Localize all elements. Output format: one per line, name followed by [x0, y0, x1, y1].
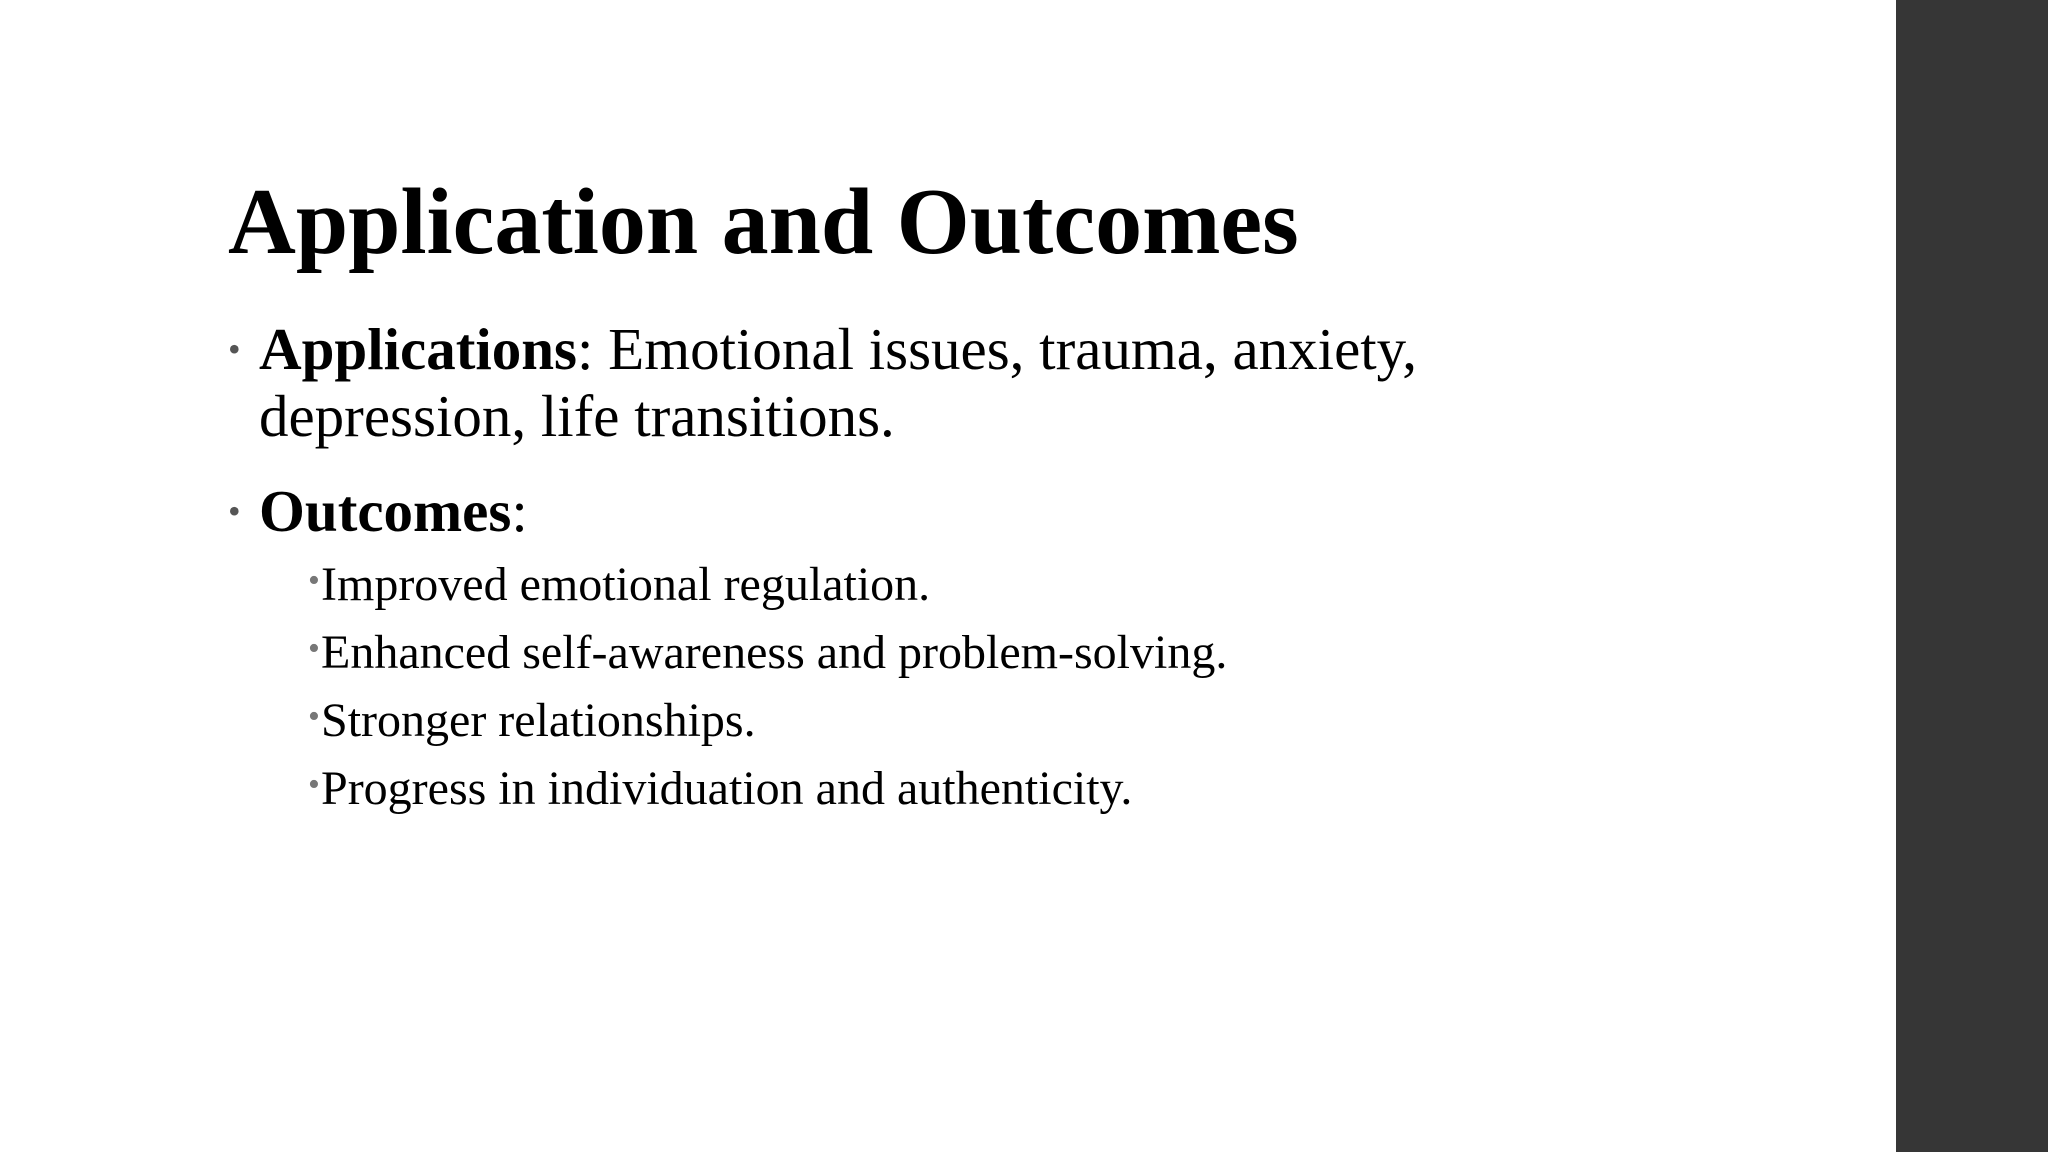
- sub-bullet-text: Progress in individuation and authenticity.: [321, 762, 1133, 815]
- bullet-text: :: [511, 478, 528, 544]
- bullet-label: Outcomes: [259, 478, 512, 544]
- bullet-dot-icon: •: [228, 329, 241, 369]
- bullet-applications: [228, 316, 1528, 450]
- side-accent-bar: [1896, 0, 2048, 1152]
- bullet-label: Applications: [259, 316, 578, 382]
- bullet-text: : Emotional issues, trauma, anxiety, depression, life transitions.: [259, 316, 1418, 449]
- sub-bullet-item: [228, 755, 1528, 823]
- sub-bullet-dot-icon: •: [308, 698, 320, 735]
- bullet-list: [228, 316, 1528, 851]
- sub-bullet-dot-icon: •: [308, 630, 320, 667]
- slide-title: Application and Outcomes: [228, 170, 1299, 274]
- sub-bullet-item: [228, 551, 1528, 619]
- sub-bullet-list: [259, 551, 1528, 823]
- sub-bullet-dot-icon: •: [308, 562, 320, 599]
- bullet-outcomes: [228, 478, 1528, 823]
- sub-bullet-text: Stronger relationships.: [321, 694, 756, 747]
- sub-bullet-text: Enhanced self-awareness and problem-solving.: [321, 626, 1228, 679]
- sub-bullet-item: [228, 619, 1528, 687]
- bullet-dot-icon: •: [228, 491, 241, 531]
- sub-bullet-text: Improved emotional regulation.: [321, 558, 931, 611]
- sub-bullet-dot-icon: •: [308, 766, 320, 803]
- sub-bullet-item: [228, 687, 1528, 755]
